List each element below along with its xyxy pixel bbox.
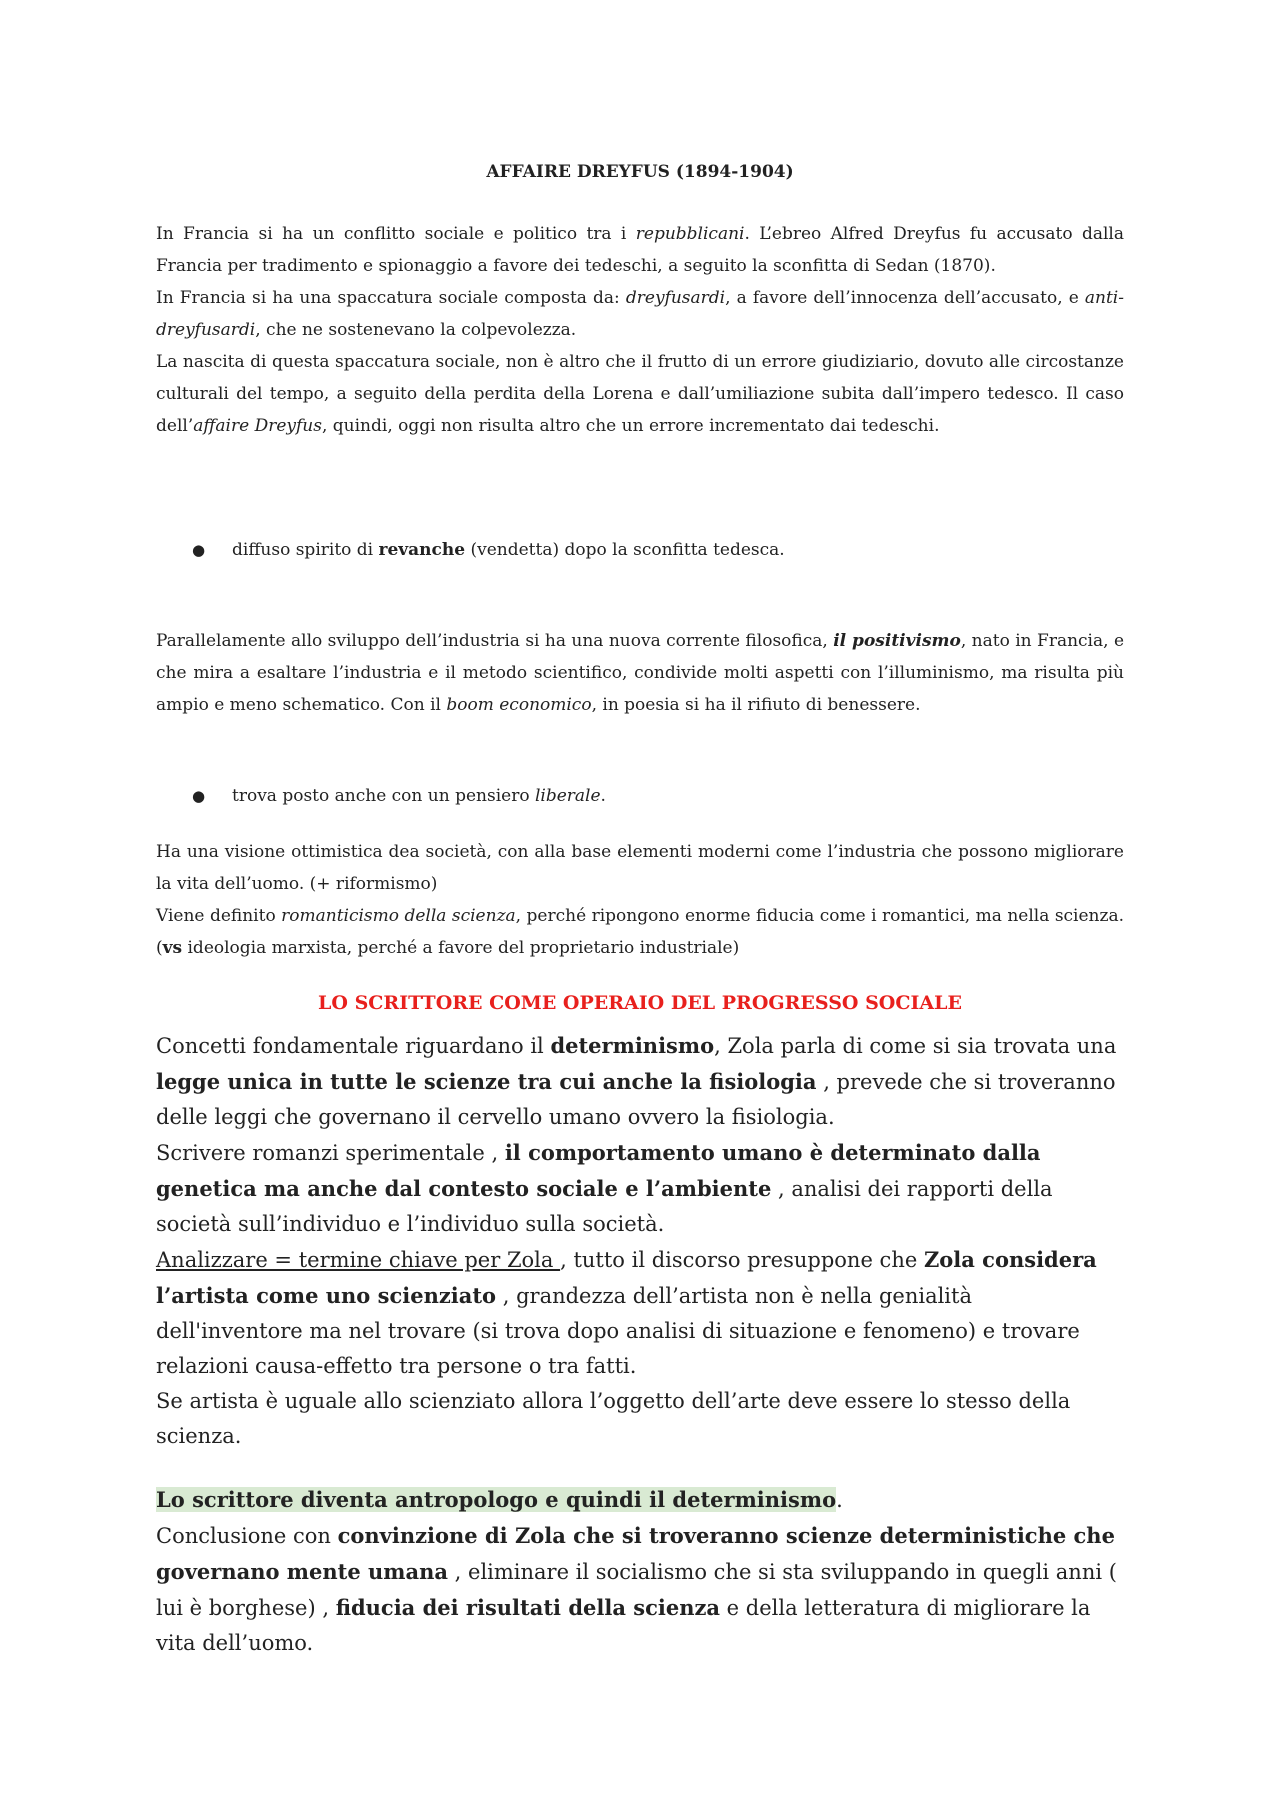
bold-term: convinzione di Zola che si troveranno scienze deterministiche che governano mente umana — [156, 1523, 1115, 1584]
text-run: , in poesia si ha il rifiuto di benessere. — [591, 695, 921, 715]
vision-paragraph — [156, 836, 1124, 964]
text-run: , grandezza dell’artista non è nella genialità dell'inventore ma nel trovare (si trova dopo analisi di situazione e fenomeno) e trovare relazioni causa-effetto tra persone o tra fatti. — [156, 1284, 1080, 1378]
paragraph-sentence — [156, 1028, 1124, 1135]
highlighted-statement: Lo scrittore diventa antropologo e quindi il determinismo — [156, 1487, 837, 1512]
bullet-text — [232, 780, 606, 812]
text-run: ideologia marxista, perché a favore del proprietario industriale) — [182, 938, 740, 958]
text-run: Conclusione con — [156, 1524, 338, 1548]
text-run: In Francia si ha una spaccatura sociale composta da: — [156, 288, 626, 308]
italic-term: affaire Dreyfus — [193, 416, 322, 436]
text-run: , tutto il discorso presuppone che — [560, 1248, 924, 1272]
text-run: , nato in Francia, e che mira a esaltare l’industria e il metodo scientifico, condivide molti aspetti con l’illuminismo, ma risulta più ampio e meno schematico. Con il — [156, 631, 1124, 715]
text-run: e della letteratura di migliorare la vita dell’uomo. — [156, 1596, 1091, 1655]
conclusion-section — [156, 1482, 1124, 1661]
paragraph-sentence — [156, 1482, 1124, 1518]
paragraph-sentence — [156, 218, 1124, 282]
italic-term: romanticismo della scienza — [281, 906, 516, 926]
text-run: , prevede che si troveranno delle leggi che governano il cervello umano ovvero la fisiologia. — [156, 1070, 1116, 1129]
bold-term: revanche — [378, 540, 466, 560]
text-run: Viene definito — [156, 906, 282, 926]
bullet-dot-icon: ● — [192, 787, 206, 805]
text-run: Parallelamente allo sviluppo dell’industria si ha una nuova corrente filosofica, — [156, 631, 834, 651]
text-run: In Francia si ha un conflitto sociale e politico tra i — [156, 224, 636, 244]
bold-term: il comportamento umano è determinato dalla genetica ma anche dal contesto sociale e l’ambiente — [156, 1140, 1041, 1201]
paragraph-sentence — [156, 1518, 1124, 1661]
paragraph-sentence: Se artista è uguale allo scienziato allora l’oggetto dell’arte deve essere lo stesso della scienza. — [156, 1389, 1071, 1448]
text-run: (vendetta) dopo la sconfitta tedesca. — [465, 540, 785, 560]
text-run: , perché ripongono enorme fiducia come i romantici, ma nella scienza. ( — [156, 906, 1125, 958]
bullet-dot-icon: ● — [192, 541, 206, 559]
text-run: , analisi dei rapporti della società sull’individuo e l’individuo sulla società. — [156, 1177, 1053, 1236]
bold-term: fiducia dei risultati della scienza — [335, 1595, 720, 1620]
paragraph-sentence — [156, 282, 1124, 346]
text-run: diffuso spirito di — [232, 540, 379, 560]
italic-term: boom economico — [446, 695, 592, 715]
bold-term: determinismo — [550, 1033, 715, 1058]
bold-italic-term: il positivismo — [833, 631, 961, 651]
underlined-term: Analizzare = termine chiave per Zola — [156, 1248, 561, 1272]
page-title: AFFAIRE DREYFUS (1894-1904) — [486, 162, 794, 182]
paragraph-sentence: Ha una visione ottimistica dea società, con alla base elementi moderni come l’industria che possono migliorare la vita dell’uomo. (+ riformismo) — [156, 842, 1124, 894]
text-run: trova posto anche con un pensiero — [232, 786, 535, 806]
bold-term: vs — [162, 938, 183, 958]
text-run: Scrivere romanzi sperimentale , — [156, 1141, 505, 1165]
zola-section — [156, 1028, 1124, 1454]
bold-term: Zola considera l’artista come uno scienziato — [156, 1247, 1097, 1308]
italic-term: repubblicani — [635, 224, 745, 244]
section-title: LO SCRITTORE COME OPERAIO DEL PROGRESSO SOCIALE — [318, 992, 962, 1014]
text-run: . — [836, 1488, 843, 1512]
paragraph-sentence — [156, 900, 1124, 964]
bold-term: legge unica in tutte le scienze tra cui anche la fisiologia — [156, 1069, 817, 1094]
text-run: La nascita di questa spaccatura sociale, non è altro che il frutto di un errore giudiziario, dovuto alle circostanze culturali del tempo, a seguito della perdita della Lorena e dall’umiliazione subita dall’impero tedesco. Il caso dell’ — [156, 352, 1124, 436]
paragraph-sentence — [156, 346, 1124, 442]
italic-term: anti-dreyfusardi — [156, 288, 1124, 340]
text-run: . — [600, 786, 606, 806]
paragraph-sentence — [156, 1242, 1124, 1384]
paragraph-sentence — [156, 625, 1124, 721]
text-run: , che ne sostenevano la colpevolezza. — [255, 320, 577, 340]
paragraph-sentence — [156, 1135, 1124, 1242]
italic-term: liberale — [534, 786, 601, 806]
text-run: , quindi, oggi non risulta altro che un errore incrementato dai tedeschi. — [321, 416, 940, 436]
text-run: . L’ebreo Alfred Dreyfus fu accusato dalla Francia per tradimento e spionaggio a favore dei tedeschi, a seguito la sconfitta di Sedan (1870). — [156, 224, 1124, 276]
positivism-paragraph — [156, 625, 1124, 721]
text-run: , Zola parla di come si sia trovata una — [714, 1034, 1117, 1058]
italic-term: dreyfusardi — [625, 288, 726, 308]
bullet-text — [232, 534, 785, 566]
intro-paragraph — [156, 218, 1124, 442]
text-run: , a favore dell’innocenza dell’accusato, e — [725, 288, 1085, 308]
text-run: Concetti fondamentale riguardano il — [156, 1034, 551, 1058]
text-run: , eliminare il socialismo che si sta sviluppando in quegli anni ( lui è borghese) , — [156, 1560, 1117, 1620]
